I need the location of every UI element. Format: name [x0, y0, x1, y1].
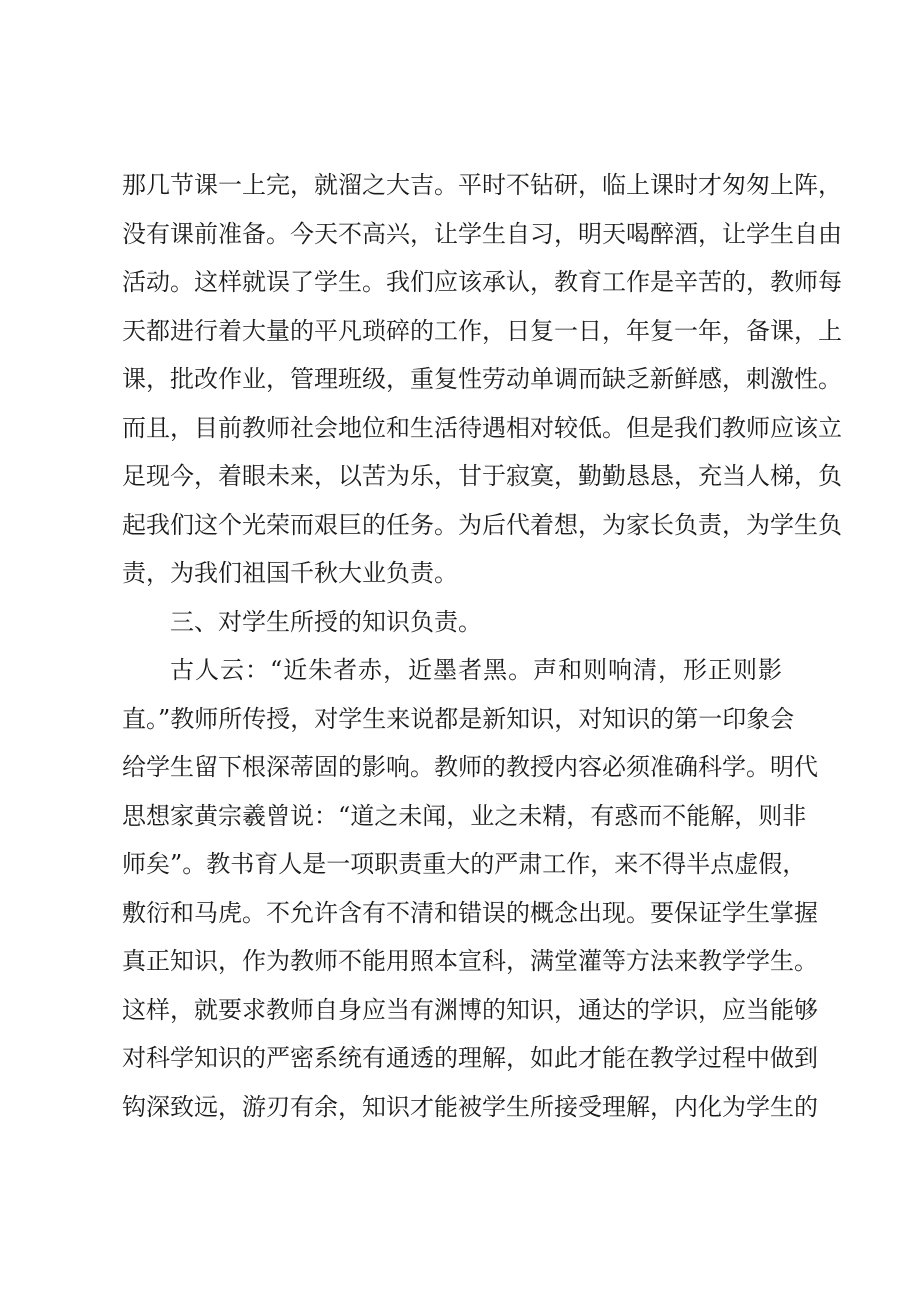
paragraph-line: 敷衍和马虎。不允许含有不清和错误的概念出现。要保证学生掌握	[122, 899, 818, 927]
paragraph-line: 直。”教师所传授，对学生来说都是新知识，对知识的第一印象会	[122, 705, 795, 733]
paragraph-line: 而且，目前教师社会地位和生活待遇相对较低。但是我们教师应该立	[122, 414, 842, 442]
section-heading: 三、对学生所授的知识负责。	[170, 608, 482, 636]
paragraph-line: 起我们这个光荣而艰巨的任务。为后代着想，为家长负责，为学生负	[122, 511, 842, 539]
paragraph-line: 思想家黄宗羲曾说：“道之未闻，业之未精，有惑而不能解，则非	[122, 802, 807, 830]
paragraph-line: 那几节课一上完，就溜之大吉。平时不钻研，临上课时才匆匆上阵，	[122, 171, 842, 199]
paragraph-line: 师矣”。教书育人是一项职责重大的严肃工作，来不得半点虚假，	[122, 850, 807, 878]
paragraph-line: 没有课前准备。今天不高兴，让学生自习，明天喝醉酒，让学生自由	[122, 220, 842, 248]
paragraph-line: 古人云：“近朱者赤，近墨者黑。声和则响清，形正则影	[170, 656, 782, 684]
paragraph-line: 对科学知识的严密系统有通透的理解，如此才能在教学过程中做到	[122, 1044, 818, 1072]
paragraph-line: 钩深致远，游刃有余，知识才能被学生所接受理解，内化为学生的	[122, 1093, 818, 1121]
paragraph-line: 这样，就要求教师自身应当有渊博的知识，通达的学识，应当能够	[122, 996, 818, 1024]
paragraph-line: 活动。这样就误了学生。我们应该承认，教育工作是辛苦的，教师每	[122, 268, 842, 296]
paragraph-line: 责，为我们祖国千秋大业负责。	[122, 559, 458, 587]
paragraph-line: 真正知识，作为教师不能用照本宣科，满堂灌等方法来教学学生。	[122, 947, 818, 975]
paragraph-line: 足现今，着眼未来，以苦为乐，甘于寂寞，勤勤恳恳，充当人梯，负	[122, 462, 842, 490]
paragraph-line: 天都进行着大量的平凡琐碎的工作，日复一日，年复一年，备课，上	[122, 317, 842, 345]
paragraph-line: 给学生留下根深蒂固的影响。教师的教授内容必须准确科学。明代	[122, 753, 818, 781]
paragraph-line: 课，批改作业，管理班级，重复性劳动单调而缺乏新鲜感，刺激性。	[122, 365, 842, 393]
